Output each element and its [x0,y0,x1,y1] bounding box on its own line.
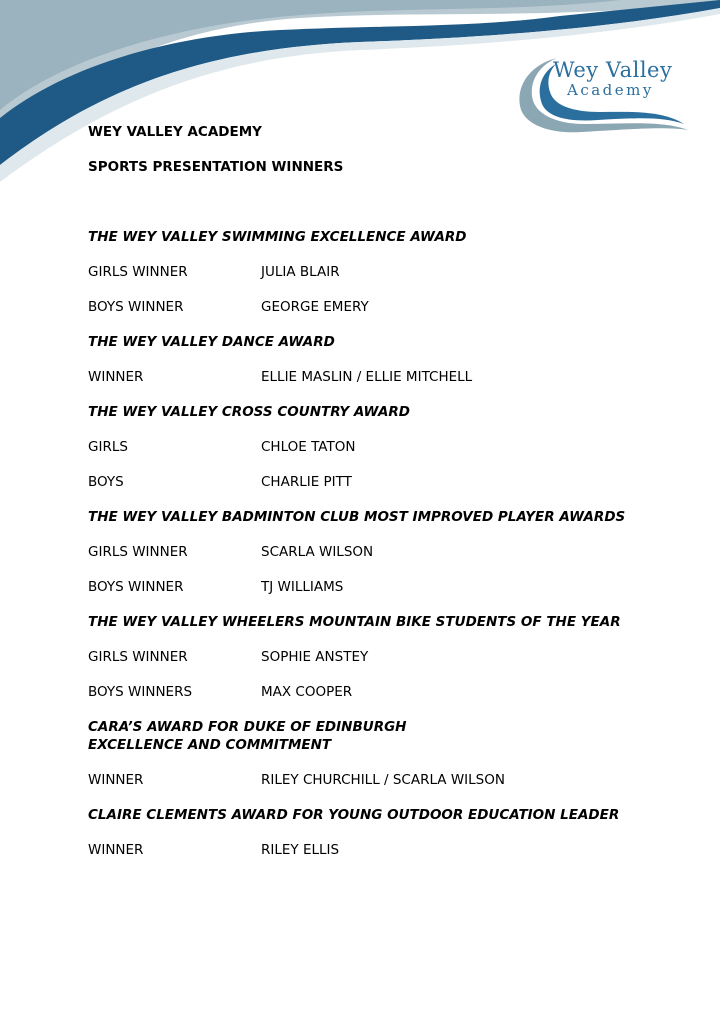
logo-academy-line: Academy [567,81,654,99]
award-row [88,439,688,457]
award-row-value: JULIA BLAIR [261,264,340,280]
award-row [88,579,688,597]
award-row-value: GEORGE EMERY [261,299,369,315]
award-row [88,299,688,317]
award-row-value: MAX COOPER [261,684,353,700]
award-row-label: GIRLS [88,439,128,455]
award-row [88,474,688,492]
award-title-line-2: EXCELLENCE AND COMMITMENT [88,737,332,753]
award-row [88,842,688,860]
award-title-line-1: CARA’S AWARD FOR DUKE OF EDINBURGH [88,719,407,735]
award-row-value: SCARLA WILSON [261,544,374,560]
award-row [88,369,688,387]
award-row-value: CHLOE TATON [261,439,356,455]
logo-name-line: Wey Valley [553,58,673,82]
award-row-label: BOYS WINNER [88,299,184,315]
award-row-label: WINNER [88,772,144,788]
award-title: THE WEY VALLEY DANCE AWARD [88,334,335,350]
award-row-value: TJ WILLIAMS [261,579,344,595]
award-row-label: GIRLS WINNER [88,649,188,665]
award-title: THE WEY VALLEY CROSS COUNTRY AWARD [88,404,410,420]
award-row [88,544,688,562]
award-row-value: RILEY CHURCHILL / SCARLA WILSON [261,772,505,788]
award-row [88,684,688,702]
award-title: THE WEY VALLEY WHEELERS MOUNTAIN BIKE STUDENTS OF THE YEAR [88,614,621,630]
award-row-label: BOYS [88,474,124,490]
award-row-label: GIRLS WINNER [88,544,188,560]
award-row [88,264,688,282]
award-title: CLAIRE CLEMENTS AWARD FOR YOUNG OUTDOOR EDUCATION LEADER [88,807,620,823]
award-row-label: WINNER [88,842,144,858]
award-row [88,649,688,667]
award-row-value: ELLIE MASLIN / ELLIE MITCHELL [261,369,473,385]
award-row-label: WINNER [88,369,144,385]
document-subtitle: SPORTS PRESENTATION WINNERS [88,159,344,175]
award-title: THE WEY VALLEY BADMINTON CLUB MOST IMPROVED PLAYER AWARDS [88,509,626,525]
award-row-label: BOYS WINNER [88,579,184,595]
award-row-label: GIRLS WINNER [88,264,188,280]
award-row-value: RILEY ELLIS [261,842,340,858]
award-row-value: CHARLIE PITT [261,474,352,490]
award-title: THE WEY VALLEY SWIMMING EXCELLENCE AWARD [88,229,467,245]
document-title: WEY VALLEY ACADEMY [88,124,262,140]
award-row-label: BOYS WINNERS [88,684,193,700]
award-row [88,772,688,790]
academy-logo-text [553,60,672,98]
award-row-value: SOPHIE ANSTEY [261,649,369,665]
